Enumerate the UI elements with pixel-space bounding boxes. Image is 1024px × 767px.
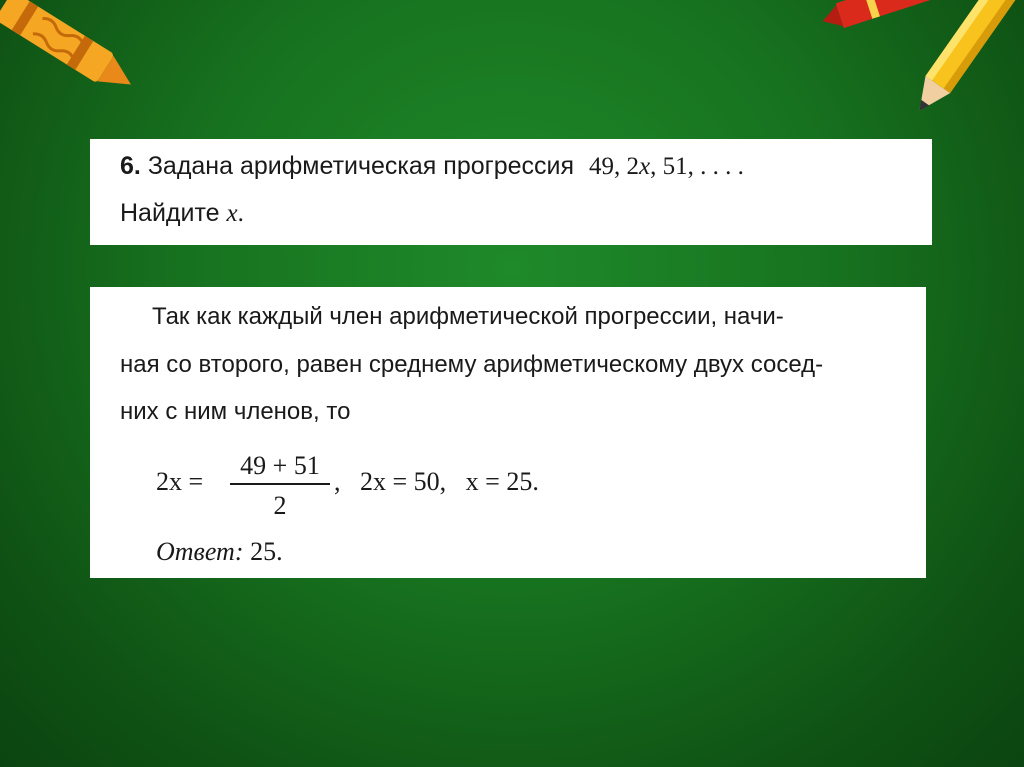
- solution-card: [90, 287, 926, 578]
- problem-text: Задана арифметическая прогрессия: [147, 152, 575, 180]
- answer-label: Ответ:: [156, 537, 244, 566]
- problem-line-1: [120, 154, 744, 179]
- fraction-numerator: 49 + 51: [240, 451, 320, 480]
- equation-lhs: 2x =: [156, 467, 204, 496]
- answer-line: [156, 539, 283, 565]
- problem-number: 6.: [120, 152, 141, 180]
- problem-line-2: Найдите x.: [120, 199, 244, 227]
- orange-crayon-icon: [0, 0, 150, 110]
- fraction-denominator: 2: [273, 491, 287, 520]
- problem-card: [90, 139, 932, 245]
- find-text: Найдите: [120, 199, 220, 227]
- fraction-bar: [230, 483, 330, 485]
- solution-line-3: них с ним членов, то: [120, 398, 351, 425]
- answer-value: 25.: [250, 537, 283, 566]
- equation-fraction: [230, 447, 330, 527]
- solution-line-2: ная со второго, равен среднему арифметическому двух сосед-: [120, 351, 824, 378]
- sequence: 49, 2x, 51, . . . .: [589, 153, 744, 180]
- equation-rest: , 2x = 50, x = 25.: [334, 467, 539, 496]
- find-variable: x: [226, 200, 238, 227]
- yellow-pencil-icon: [885, 0, 1024, 135]
- solution-line-1: Так как каждый член арифметической прогрессии, начи-: [152, 303, 784, 330]
